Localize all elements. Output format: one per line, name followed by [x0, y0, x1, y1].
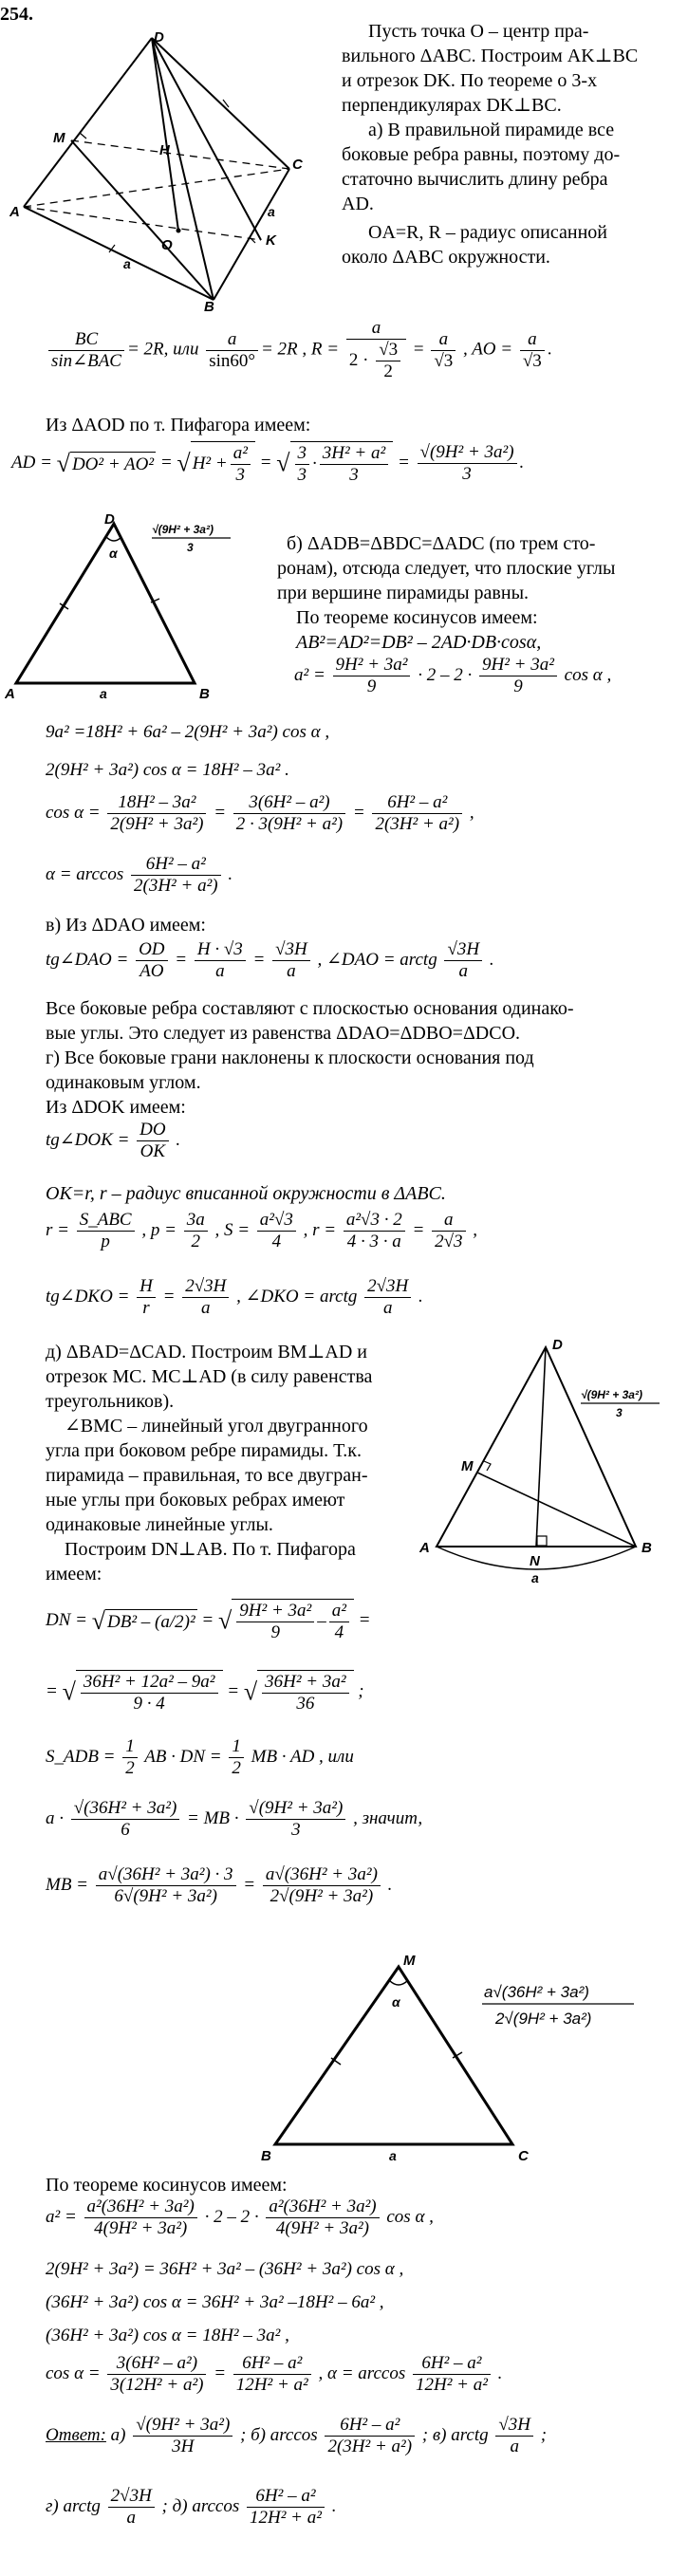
fig1-label-c: C	[292, 157, 303, 173]
fig3-label-d: D	[552, 1338, 563, 1353]
eq-ad: AD = √ DO² + AO² = √ H² + $\frac{\text{a²}}{3}$ = √ $\frac{3}{3}$ · $\frac{\text{3H² + a²}}{3}$ = $\frac{\text{√(9H² + 3a²)}}{3}$ .	[11, 442, 525, 485]
fig4-label-b: B	[261, 2148, 271, 2164]
fig2-label-d: D	[104, 512, 115, 528]
part-v-text	[46, 996, 681, 1120]
fig1-side-bc: a	[268, 204, 275, 219]
intro-line-8: AD.	[342, 194, 374, 214]
intro-line-1: Пусть точка O – центр пра-	[368, 21, 589, 42]
part-g-line-2: одинаковым углом.	[46, 1072, 201, 1093]
intro-line-10: около ΔABC окружности.	[342, 247, 550, 268]
face-triangle-figure	[5, 512, 261, 702]
part-d-line-8: одинаковые линейные углы.	[46, 1514, 273, 1535]
part-b-line-4: По теореме косинусов имеем:	[296, 607, 538, 628]
part-b-text	[277, 531, 676, 655]
part-v-line-1: Все боковые ребра составляют с плоскостью основания одинако-	[46, 998, 574, 1019]
part-d-line-2: отрезок MC. MC⊥AD (в силу равенства	[46, 1366, 373, 1387]
linear-angle-figure	[256, 1950, 674, 2168]
fig2-length-den: 3	[187, 541, 194, 554]
fig3-label-a: A	[419, 1540, 430, 1556]
fig1-label-a: A	[9, 204, 20, 220]
part-b-line-1: б) ΔADB=ΔBDC=ΔADC (по трем сто-	[287, 533, 596, 554]
eq-g3: tg∠DKO = $\frac{H}{r}$ = $\frac{2√3H}{a}$ , ∠DKO = arctg $\frac{2√3H}{a}$ .	[46, 1276, 423, 1318]
eq-g2: r = S_ABC p , p = $\frac{3a}{2}$ , S = $\frac{\text{a²√3}}{4}$ , r = $\frac{\text{a²√3 · 2}}{4 \cdot 3 \cdot a}$ = $\frac{a}{2√3}$ ,	[46, 1210, 477, 1251]
eq-g1: tg∠DOK = $\frac{DO}{OK}$ .	[46, 1120, 181, 1161]
part-b-line-3: при вершине пирамиды равны.	[277, 583, 530, 603]
eq-f1: a² = $\frac{\text{a²(36H² + 3a²)}}{\text{4(9H² + 3a²)}}$ · 2 – 2 · $\frac{\text{a²(36H² + 3a²)}}{\text{4(9H² + 3a²)}}$ cos α ,	[46, 2196, 434, 2238]
fig3-side-a: a	[531, 1570, 539, 1585]
part-v-line-2: вые углы. Это следует из равенства ΔDAO=ΔDBO=ΔDCO.	[46, 1023, 521, 1044]
intro-line-9: OA=R, R – радиус описанной	[368, 222, 607, 243]
fig2-alpha: α	[109, 546, 118, 561]
eq-d2: = √ $\frac{\text{36H² + 12a² – 9a²}}{9 \cdot 4}$ = √ $\frac{\text{36H² + 3a²}}{36}$ ;	[46, 1672, 364, 1714]
intro-line-3: и отрезок DK. По теореме о 3-х	[342, 70, 598, 91]
fig3-label-m: M	[461, 1458, 474, 1474]
fig4-length-den: 2√(9H² + 3a²)	[495, 2010, 592, 2028]
fig4-label-m: M	[403, 1953, 416, 1969]
fig3-length-num: √(9H² + 3a²)	[581, 1388, 642, 1401]
fig2-label-a: A	[5, 686, 15, 702]
eq-circumradius: BC sin∠BAC = 2R, или $\frac{a}{\sin 60^\circ}$ = 2R , R = a 2 · $\frac{√3}{2}$ = $\frac{a}{√3}$ , AO = $\frac{a}{√3}$ .	[46, 318, 552, 382]
fig1-label-m: M	[53, 130, 65, 146]
intro-line-7: статочно вычислить длину ребра	[342, 169, 608, 190]
fig2-length-num: √(9H² + 3a²)	[152, 523, 214, 536]
eq-d4: a · $\frac{\text{√(36H² + 3a²)}}{6}$ = MB · $\frac{\text{√(9H² + 3a²)}}{3}$ , значит,	[46, 1798, 423, 1840]
fig3-length-den: 3	[616, 1406, 623, 1419]
part-b-line-2: ронам), отсюда следует, что плоские углы	[277, 558, 616, 579]
fig4-label-c: C	[518, 2148, 529, 2164]
fig1-label-k: K	[266, 232, 276, 249]
face-height-figure	[399, 1338, 683, 1585]
part-d-line-1: д) ΔBAD=ΔCAD. Построим BM⊥AD и	[46, 1342, 367, 1362]
intro-text	[342, 19, 669, 269]
answer-line-1: Ответ: а) $\frac{\text{√(9H² + 3a²)}}{3H}$ ; б) arccos $\frac{\text{6H² – a²}}{\text{2(3H² + a²)}}$ ; в) arctg $\frac{√3H}{a}$ ;	[46, 2415, 548, 2456]
fig1-label-o: O	[161, 237, 173, 253]
part-b-line-5: AB²=AD²=DB² – 2AD·DB·cosα,	[296, 632, 542, 653]
problem-number: 254.	[0, 4, 33, 25]
answer-line-2: г) arctg $\frac{2√3H}{a}$ ; д) arccos $\frac{\text{6H² – a²}}{\text{12H² + a²}}$ .	[46, 2486, 337, 2528]
eq-d5: MB = $\frac{\text{a√(36H² + 3a²) · 3}}{\text{6√(9H² + 3a²)}}$ = $\frac{\text{a√(36H² + 3a²)}}{\text{2√(9H² + 3a²)}}$ .	[46, 1864, 393, 1906]
fig1-label-d: D	[154, 29, 164, 46]
g-text: OK=r, r – радиус вписанной окружности в ΔABC.	[46, 1183, 446, 1204]
part-d-line-7: ные углы при боковых ребрах имеют	[46, 1490, 345, 1510]
part-g-line-1: г) Все боковые грани наклонены к плоскости основания под	[46, 1047, 534, 1068]
fig2-side-a: a	[100, 686, 107, 701]
fig4-side-a: a	[389, 2148, 397, 2163]
part-d-line-5: угла при боковом ребре пирамиды. Т.к.	[46, 1440, 363, 1461]
fig1-side-ab: a	[123, 256, 131, 271]
eq-b1: a² = $\frac{\text{9H² + 3a²}}{9}$ · 2 – 2 · $\frac{\text{9H² + 3a²}}{9}$ cos α ,	[294, 655, 612, 696]
eq-b2: 9a² =18H² + 6a² – 2(9H² + 3a²) cos α ,	[46, 722, 330, 742]
eq-f3: (36H² + 3a²) cos α = 36H² + 3a² –18H² – 6a² ,	[46, 2292, 384, 2312]
eq-b3: 2(9H² + 3a²) cos α = 18H² – 3a² .	[46, 760, 289, 780]
intro-line-5: а) В правильной пирамиде все	[368, 120, 615, 140]
fig1-label-h: H	[159, 142, 170, 158]
eq-d1: DN = √ DB² – (a/2)² = √ $\frac{\text{9H² + 3a²}}{9}$ – $\frac{\text{a²}}{4}$ =	[46, 1601, 371, 1642]
eq-f4: (36H² + 3a²) cos α = 18H² – 3a² ,	[46, 2326, 289, 2345]
intro-line-4: перпендикулярах DK⊥BC.	[342, 95, 562, 116]
fig4-alpha: α	[392, 1994, 400, 2010]
part-g-line-3: Из ΔDOK имеем:	[46, 1097, 186, 1118]
aod-intro: Из ΔAOD по т. Пифагора имеем:	[46, 415, 311, 436]
pyramid-figure	[9, 27, 323, 311]
part-d-line-3: треугольников).	[46, 1391, 175, 1412]
fig4-length-num: a√(36H² + 3a²)	[484, 1983, 589, 2001]
intro-line-2: вильного ΔABC. Построим AK⊥BC	[342, 46, 639, 66]
part-v-intro: в) Из ΔDAO имеем:	[46, 915, 206, 936]
eq-d3: S_ADB = $\frac{1}{2}$ AB · DN = $\frac{1}{2}$ MB · AD , или	[46, 1736, 354, 1778]
part-d-line-9: Построим DN⊥AB. По т. Пифагора	[65, 1539, 356, 1560]
eq-v: tg∠DAO = $\frac{OD}{AO}$ = $\frac{H \cdot √3}{a}$ = $\frac{√3H}{a}$ , ∠DAO = arctg $\frac{√3H}{a}$ .	[46, 939, 494, 981]
intro-line-6: боковые ребра равны, поэтому до-	[342, 144, 621, 165]
final-intro: По теореме косинусов имеем:	[46, 2175, 288, 2196]
fig2-label-b: B	[199, 686, 210, 702]
part-d-line-6: пирамида – правильная, то все двугран-	[46, 1465, 368, 1486]
fig1-label-b: B	[204, 299, 214, 311]
eq-f5: cos α = $\frac{\text{3(6H² – a²)}}{\text{3(12H² + a²)}}$ = $\frac{\text{6H² – a²}}{\text{12H² + a²}}$ , α = arccos $\frac{\text{6H² – a²}}{\text{12H² + a²}}$ .	[46, 2353, 503, 2395]
eq-f2: 2(9H² + 3a²) = 36H² + 3a² – (36H² + 3a²) cos α ,	[46, 2259, 404, 2279]
part-d-line-10: имеем:	[46, 1564, 102, 1585]
eq-b4: cos α = $\frac{\text{18H² – 3a²}}{\text{2(9H² + 3a²)}}$ = $\frac{\text{3(6H² – a²)}}{\text{2 · 3(9H² + a²)}}$ = $\frac{\text{6H² – a²}}{\text{2(3H² + a²)}}$ ,	[46, 792, 474, 834]
eq-b5: α = arccos $\frac{\text{6H² – a²}}{\text{2(3H² + a²)}}$ .	[46, 854, 233, 896]
fig3-label-b: B	[642, 1540, 652, 1556]
part-d-line-4: ∠BMC – линейный угол двугранного	[65, 1416, 368, 1436]
fig3-label-n: N	[530, 1553, 540, 1569]
